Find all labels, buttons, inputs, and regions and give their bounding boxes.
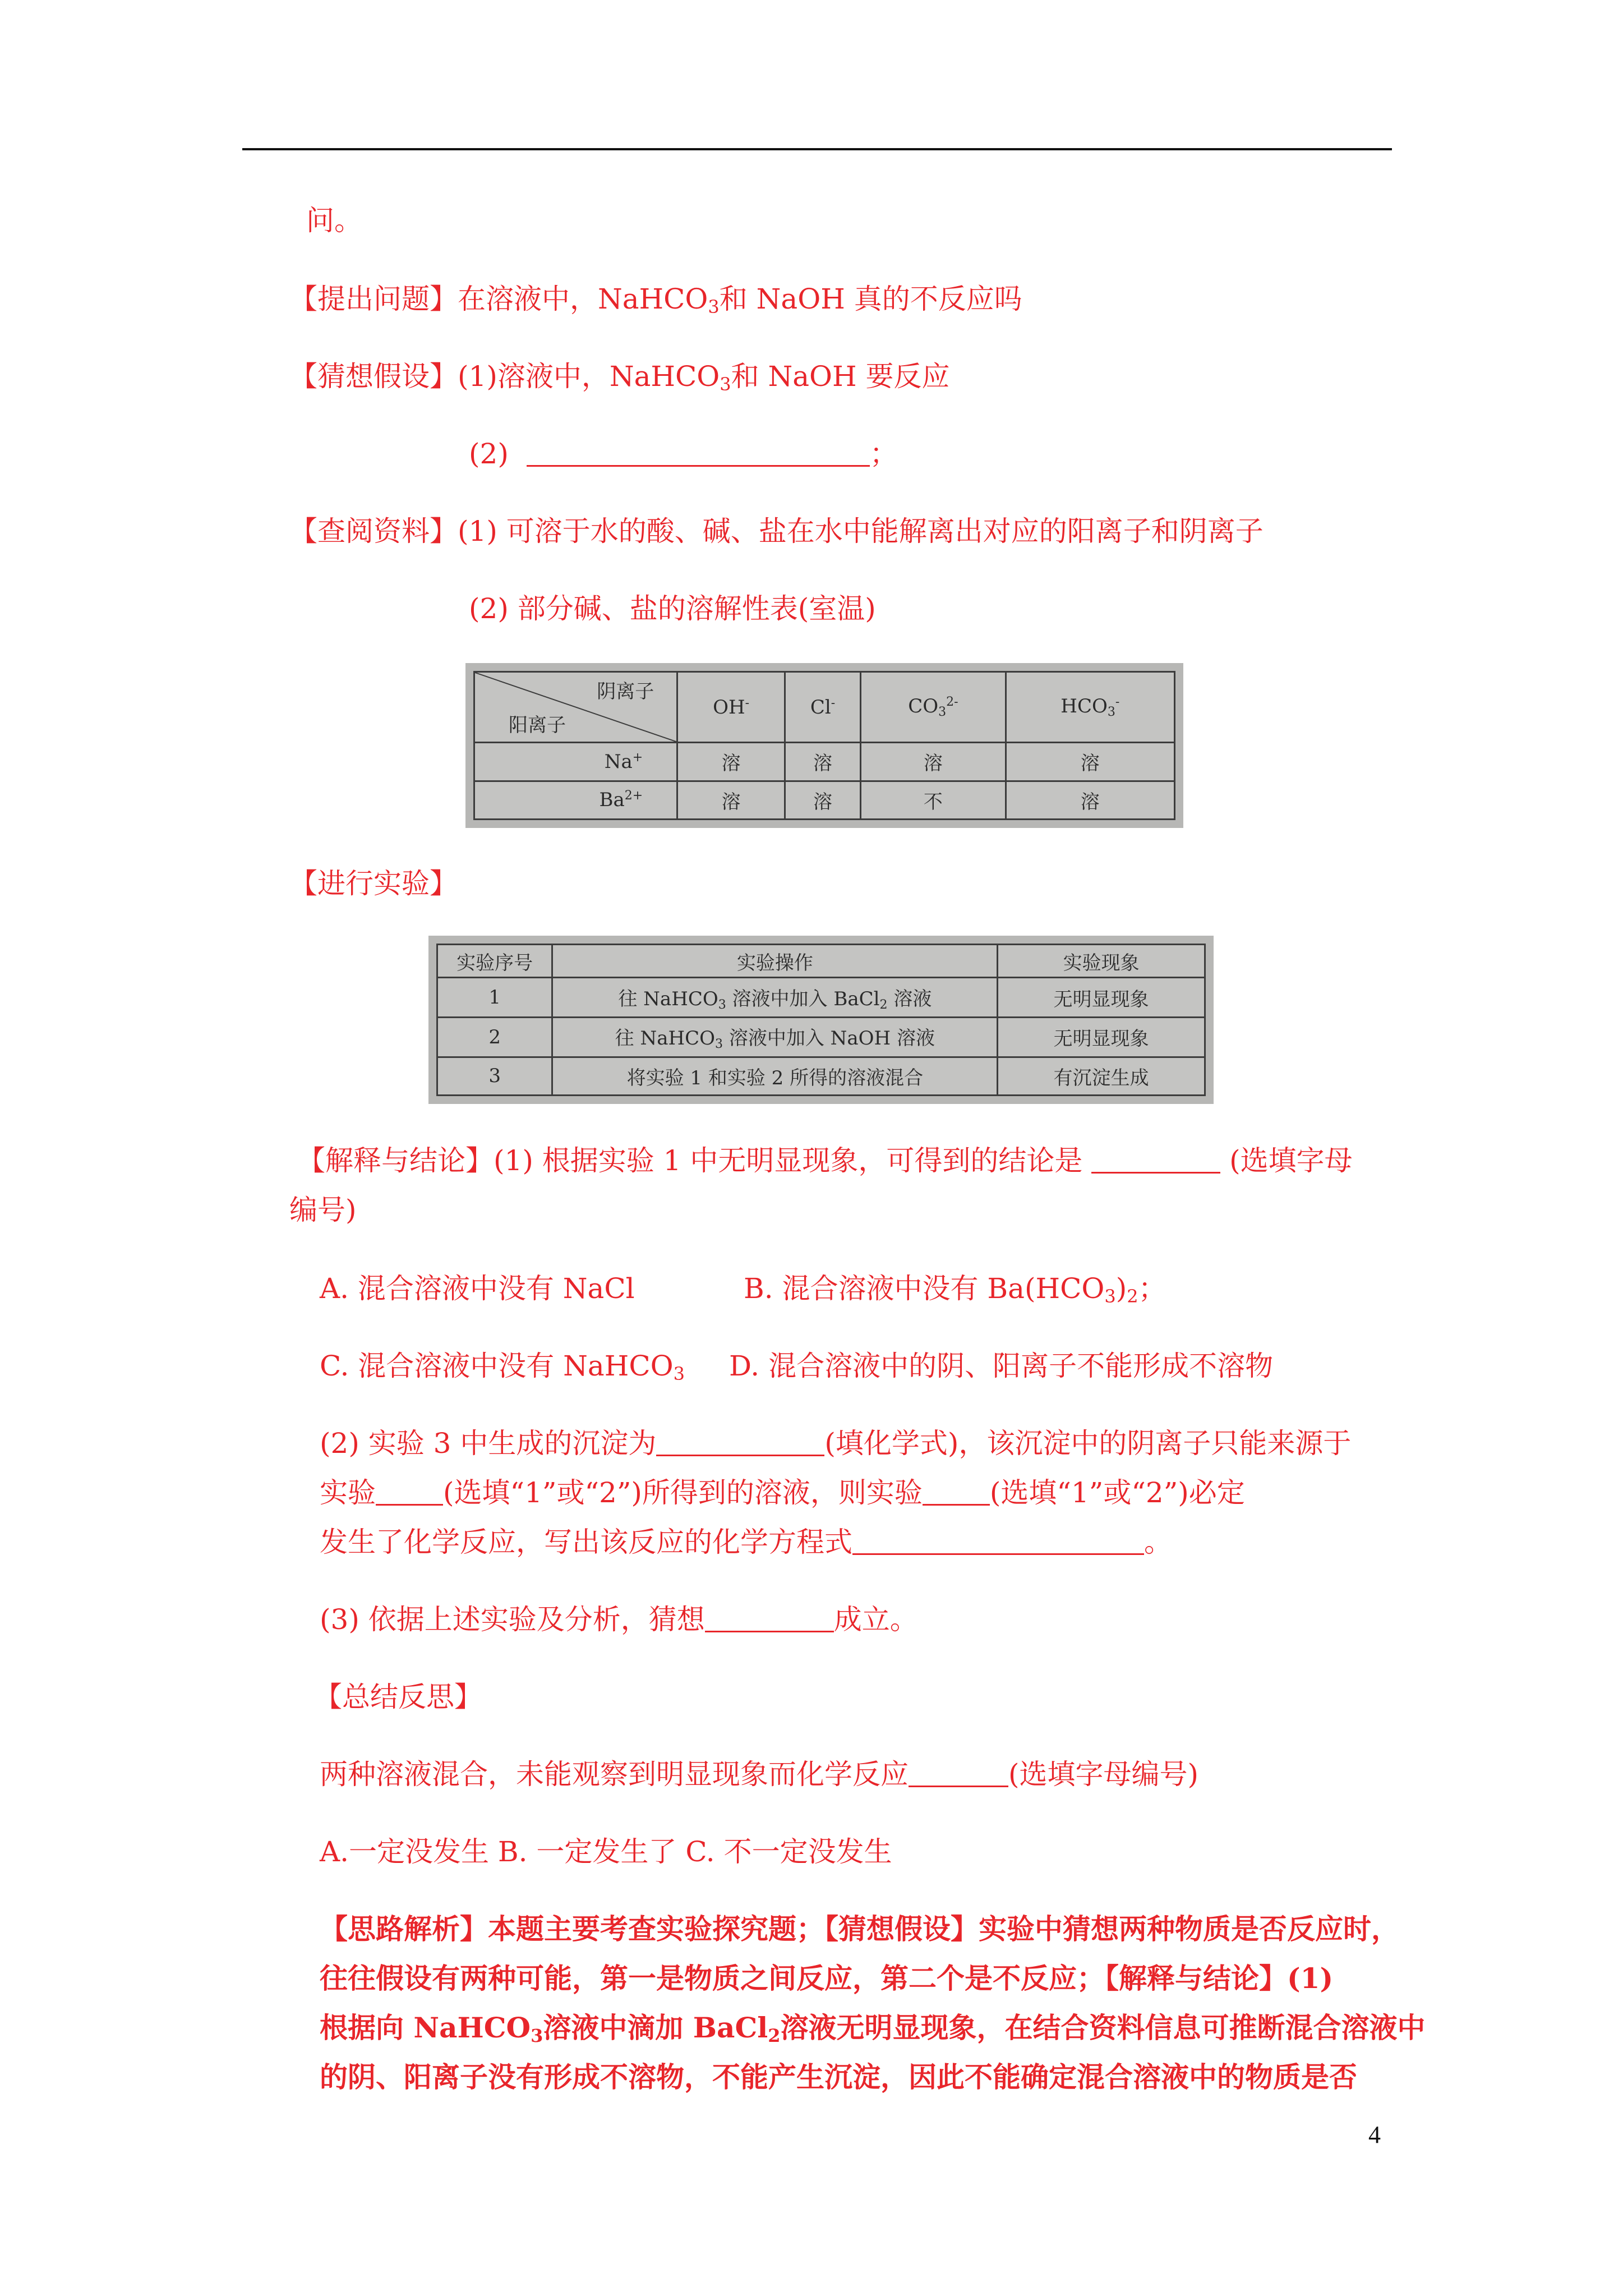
option-c: C. 混合溶液中没有 NaHCO$_3$	[320, 1350, 685, 1384]
table-cell: 不	[861, 781, 1006, 819]
table-row	[474, 781, 1175, 819]
anion-header-oh: OH-	[677, 672, 785, 743]
equation-blank[interactable]	[852, 1526, 1144, 1555]
top-fragment: 问。	[306, 204, 362, 237]
conclusion-3: (3) 依据上述实验及分析，猜想 成立。	[320, 1603, 918, 1636]
table-corner-cell: 阴离子 阳离子	[474, 672, 677, 743]
summary-blank[interactable]	[909, 1759, 1008, 1787]
precipitate-blank[interactable]	[656, 1428, 824, 1456]
reference-line-2: (2) 部分碱、盐的溶解性表(室温)	[469, 592, 876, 625]
option-a: A. 混合溶液中没有 NaCl	[320, 1272, 635, 1305]
reaction-blank[interactable]	[923, 1477, 990, 1506]
cation-na: Na+	[474, 743, 677, 781]
reference-label: 【查阅资料】	[289, 515, 458, 547]
exp-header-result: 实验现象	[998, 945, 1205, 978]
table-cell: 溶	[677, 781, 785, 819]
analysis-line-2: 往往假设有两种可能，第一是物质之间反应，第二个是不反应；【解释与结论】(1)	[320, 1962, 1334, 1995]
option-b: B. 混合溶液中没有 $Ba(HCO_3)_2$；	[744, 1272, 1166, 1307]
anion-header-co3: $CO_3^{2-}$	[861, 672, 1006, 743]
analysis-line-4: 的阴、阳离子没有形成不溶物，不能产生沉淀，因此不能确定混合溶液中的物质是否	[320, 2060, 1357, 2093]
exp-op-1: 往 NaHCO$_3$ 溶液中加入 BaCl$_2$ 溶液	[552, 978, 998, 1018]
table-cell: 溶	[785, 781, 860, 819]
analysis-line-1: 【思路解析】本题主要考查实验探究题；【猜想假设】实验中猜想两种物质是否反应时，	[320, 1912, 1399, 1945]
hypothesis-blank[interactable]	[527, 438, 870, 467]
table-cell: 溶	[1006, 781, 1174, 819]
conclusion-line-1b: 编号)	[289, 1194, 357, 1226]
exp-header-op: 实验操作	[552, 945, 998, 978]
source-blank[interactable]	[376, 1477, 443, 1506]
page-number: 4	[1368, 2121, 1381, 2148]
table-cell: 溶	[1006, 743, 1174, 781]
experiment-label: 【进行实验】	[289, 867, 458, 900]
conclusion-line-1: 【解释与结论】(1) 根据实验 1 中无明显现象，可得到的结论是 (选填字母	[297, 1144, 1353, 1177]
header-rule	[242, 148, 1392, 150]
question-line: 【提出问题】在溶液中，NaHCO$_3$和 NaOH 真的不反应吗	[289, 283, 1022, 318]
table-row: 1 往 NaHCO$_3$ 溶液中加入 BaCl$_2$ 溶液 无明显现象	[437, 978, 1205, 1018]
table-row: 3 将实验 1 和实验 2 所得的溶液混合 有沉淀生成	[437, 1057, 1205, 1095]
conclusion-2-line-3: 发生了化学反应，写出该反应的化学方程式 。	[320, 1526, 1172, 1558]
conclusion-2-line-1: (2) 实验 3 中生成的沉淀为 (填化学式)，该沉淀中的阴离子只能来源于	[320, 1427, 1352, 1460]
option-d: D. 混合溶液中的阴、阳离子不能形成不溶物	[729, 1350, 1274, 1382]
summary-options: A.一定没发生 B. 一定发生了 C. 不一定没发生	[320, 1835, 892, 1868]
question-label: 【提出问题】	[289, 283, 458, 315]
table-cell: 溶	[785, 743, 860, 781]
conclusion-2-line-2: 实验 (选填“1”或“2”)所得到的溶液，则实验 (选填“1”或“2”)必定	[320, 1476, 1245, 1509]
analysis-line-3: 根据向 NaHCO$_3$溶液中滴加 BaCl$_2$溶液无明显现象，在结合资料信息可推断混合溶液中	[320, 2011, 1426, 2046]
exp-op-3: 将实验 1 和实验 2 所得的溶液混合	[552, 1057, 998, 1095]
hypothesis-label: 【猜想假设】	[289, 360, 458, 393]
conclusion-1-blank[interactable]	[1091, 1145, 1220, 1174]
hypothesis-line-1: 【猜想假设】(1)溶液中，NaHCO$_3$和 NaOH 要反应	[289, 360, 950, 395]
exp-op-2: 往 NaHCO$_3$ 溶液中加入 NaOH 溶液	[552, 1017, 998, 1057]
exp-header-no: 实验序号	[437, 945, 552, 978]
table-cell: 溶	[677, 743, 785, 781]
table-cell: 溶	[861, 743, 1006, 781]
conclusion-label: 【解释与结论】	[297, 1144, 494, 1177]
anion-header-cl: Cl-	[785, 672, 860, 743]
table-row: 2 往 NaHCO$_3$ 溶液中加入 NaOH 溶液 无明显现象	[437, 1017, 1205, 1057]
cation-ba: $Ba^{2+}$	[474, 781, 677, 819]
anion-header-hco3: $HCO_3^-$	[1006, 672, 1174, 743]
experiment-table	[428, 936, 1214, 1104]
solubility-table	[465, 663, 1183, 828]
reference-line-1: 【查阅资料】(1) 可溶于水的酸、碱、盐在水中能解离出对应的阳离子和阴离子	[289, 515, 1264, 547]
summary-label: 【总结反思】	[314, 1681, 482, 1713]
hypothesis-line-2: (2) ；	[469, 438, 898, 470]
summary-line: 两种溶液混合，未能观察到明显现象而化学反应 (选填字母编号)	[320, 1758, 1199, 1791]
table-row	[474, 743, 1175, 781]
hypothesis-choice-blank[interactable]	[705, 1604, 834, 1632]
